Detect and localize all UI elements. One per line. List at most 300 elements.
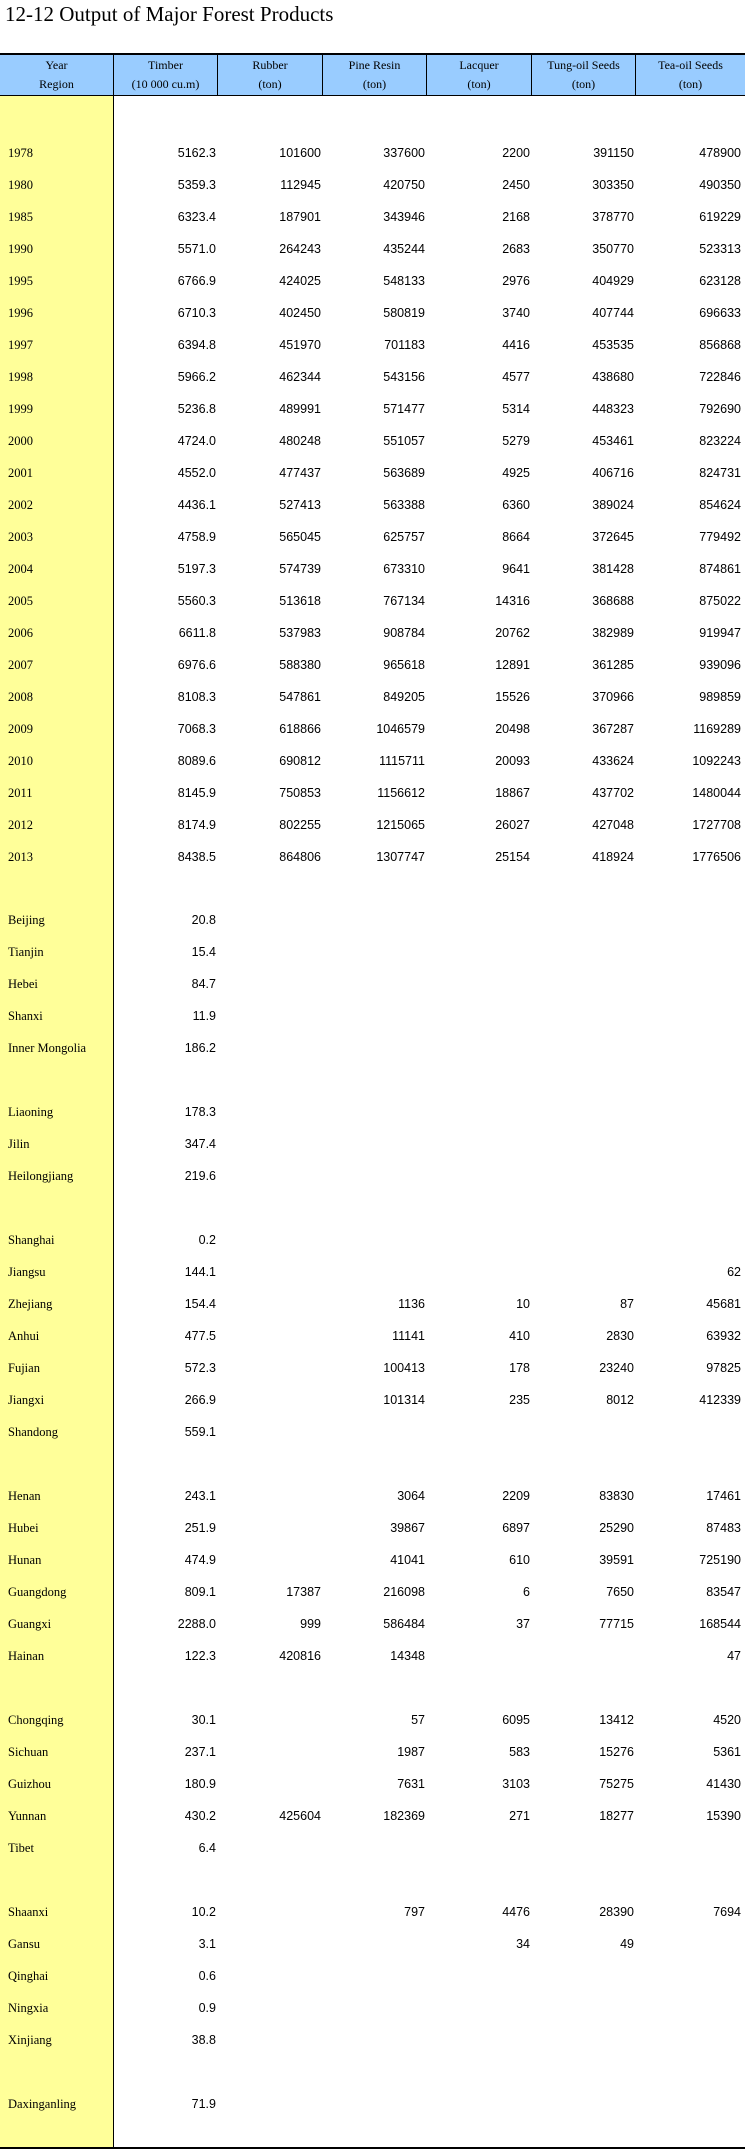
region-label: Shanxi xyxy=(8,1009,43,1023)
value-cell: 6897 xyxy=(502,1521,530,1535)
year-row xyxy=(0,655,745,675)
value-cell: 625757 xyxy=(383,530,425,544)
column-header-unit: (ton) xyxy=(467,77,491,91)
value-cell: 37 xyxy=(516,1617,530,1631)
value-cell: 1776506 xyxy=(692,850,741,864)
value-cell: 178.3 xyxy=(184,1105,216,1119)
value-cell: 565045 xyxy=(279,530,321,544)
value-cell: 939096 xyxy=(699,658,741,672)
value-cell: 2288.0 xyxy=(177,1617,216,1631)
value-cell: 18867 xyxy=(495,786,530,800)
value-cell: 15390 xyxy=(706,1809,741,1823)
value-cell: 15276 xyxy=(599,1745,634,1759)
value-cell: 378770 xyxy=(592,210,634,224)
value-cell: 478900 xyxy=(699,146,741,160)
value-cell: 122.3 xyxy=(184,1649,216,1663)
year-label: 2005 xyxy=(8,594,33,608)
value-cell: 2168 xyxy=(502,210,530,224)
value-cell: 6360 xyxy=(502,498,530,512)
region-row xyxy=(0,1998,745,2018)
value-cell: 750853 xyxy=(279,786,321,800)
value-cell: 8145.9 xyxy=(177,786,216,800)
year-label: 1980 xyxy=(8,178,33,192)
value-cell: 7631 xyxy=(397,1777,425,1791)
region-label: Inner Mongolia xyxy=(8,1041,87,1055)
region-label: Jiangxi xyxy=(8,1393,45,1407)
value-cell: 474.9 xyxy=(184,1553,216,1567)
value-cell: 97825 xyxy=(706,1361,741,1375)
value-cell: 10 xyxy=(516,1297,530,1311)
value-cell: 4758.9 xyxy=(177,530,216,544)
value-cell: 168544 xyxy=(699,1617,741,1631)
year-row xyxy=(0,207,745,227)
stub-header xyxy=(0,55,113,95)
region-row xyxy=(0,1838,745,1858)
value-cell: 563388 xyxy=(383,498,425,512)
value-cell: 792690 xyxy=(699,402,741,416)
value-cell: 350770 xyxy=(592,242,634,256)
value-cell: 41041 xyxy=(390,1553,425,1567)
column-header xyxy=(531,55,635,95)
value-cell: 874861 xyxy=(699,562,741,576)
year-row xyxy=(0,431,745,451)
value-cell: 548133 xyxy=(383,274,425,288)
value-cell: 527413 xyxy=(279,498,321,512)
value-cell: 424025 xyxy=(279,274,321,288)
value-cell: 17461 xyxy=(706,1489,741,1503)
value-cell: 1480044 xyxy=(692,786,741,800)
year-label: 2003 xyxy=(8,530,33,544)
column-header-unit: (10 000 cu.m) xyxy=(131,77,200,91)
value-cell: 38.8 xyxy=(191,2033,216,2047)
year-row xyxy=(0,623,745,643)
value-cell: 673310 xyxy=(383,562,425,576)
value-cell: 989859 xyxy=(699,690,741,704)
year-row xyxy=(0,175,745,195)
region-label: Tianjin xyxy=(8,945,44,959)
value-cell: 45681 xyxy=(706,1297,741,1311)
value-cell: 477.5 xyxy=(184,1329,216,1343)
value-cell: 8438.5 xyxy=(177,850,216,864)
value-cell: 402450 xyxy=(279,306,321,320)
value-cell: 1987 xyxy=(397,1745,425,1759)
region-label: Shandong xyxy=(8,1425,58,1439)
table-title: 12-12 Output of Major Forest Products xyxy=(5,2,334,26)
value-cell: 809.1 xyxy=(184,1585,216,1599)
value-cell: 425604 xyxy=(279,1809,321,1823)
value-cell: 12891 xyxy=(495,658,530,672)
year-label: 1996 xyxy=(8,306,33,320)
region-row xyxy=(0,1806,745,1826)
bottom-rule xyxy=(0,2147,745,2149)
value-cell: 2450 xyxy=(502,178,530,192)
value-cell: 1169289 xyxy=(693,722,741,736)
value-cell: 178 xyxy=(509,1361,530,1375)
value-cell: 5966.2 xyxy=(177,370,216,384)
value-cell: 14348 xyxy=(390,1649,425,1663)
year-row xyxy=(0,591,745,611)
value-cell: 5361 xyxy=(713,1745,741,1759)
value-cell: 8108.3 xyxy=(177,690,216,704)
value-cell: 563689 xyxy=(383,466,425,480)
value-cell: 551057 xyxy=(383,434,425,448)
value-cell: 6394.8 xyxy=(177,338,216,352)
year-label: 2010 xyxy=(8,754,33,768)
value-cell: 4476 xyxy=(502,1905,530,1919)
region-label: Ningxia xyxy=(8,2001,49,2015)
value-cell: 5197.3 xyxy=(177,562,216,576)
value-cell: 20093 xyxy=(495,754,530,768)
value-cell: 448323 xyxy=(592,402,634,416)
value-cell: 823224 xyxy=(699,434,741,448)
year-row xyxy=(0,463,745,483)
value-cell: 4416 xyxy=(502,338,530,352)
value-cell: 999 xyxy=(300,1617,321,1631)
value-cell: 610 xyxy=(509,1553,530,1567)
value-cell: 20762 xyxy=(495,626,530,640)
value-cell: 6710.3 xyxy=(177,306,216,320)
value-cell: 797 xyxy=(404,1905,425,1919)
column-header-name: Timber xyxy=(148,58,183,72)
value-cell: 4577 xyxy=(502,370,530,384)
value-cell: 6611.8 xyxy=(178,626,216,640)
value-cell: 41430 xyxy=(706,1777,741,1791)
value-cell: 343946 xyxy=(383,210,425,224)
value-cell: 10.2 xyxy=(191,1905,216,1919)
year-label: 2002 xyxy=(8,498,33,512)
value-cell: 4552.0 xyxy=(177,466,216,480)
year-label: 2007 xyxy=(8,658,33,672)
value-cell: 849205 xyxy=(383,690,425,704)
value-cell: 2830 xyxy=(606,1329,634,1343)
region-label: Hainan xyxy=(8,1649,45,1663)
value-cell: 0.6 xyxy=(198,1969,216,1983)
value-cell: 875022 xyxy=(699,594,741,608)
value-cell: 489991 xyxy=(279,402,321,416)
year-row xyxy=(0,687,745,707)
region-row xyxy=(0,942,745,962)
value-cell: 1156612 xyxy=(377,786,425,800)
year-row xyxy=(0,815,745,835)
stub-header-year: Year xyxy=(45,58,68,72)
column-header-name: Lacquer xyxy=(459,58,499,72)
value-cell: 182369 xyxy=(383,1809,425,1823)
value-cell: 580819 xyxy=(383,306,425,320)
value-cell: 2209 xyxy=(502,1489,530,1503)
value-cell: 547861 xyxy=(279,690,321,704)
value-cell: 4520 xyxy=(713,1713,741,1727)
region-label: Xinjiang xyxy=(8,2033,52,2047)
year-label: 1990 xyxy=(8,242,33,256)
region-label: Hubei xyxy=(8,1521,39,1535)
year-label: 2013 xyxy=(8,850,33,864)
region-label: Sichuan xyxy=(8,1745,49,1759)
value-cell: 696633 xyxy=(699,306,741,320)
value-cell: 3.1 xyxy=(198,1937,216,1951)
value-cell: 237.1 xyxy=(184,1745,216,1759)
value-cell: 477437 xyxy=(279,466,321,480)
value-cell: 39867 xyxy=(390,1521,425,1535)
region-row xyxy=(0,1102,745,1122)
value-cell: 6976.6 xyxy=(177,658,216,672)
region-row xyxy=(0,1294,745,1314)
year-row xyxy=(0,367,745,387)
value-cell: 2200 xyxy=(502,146,530,160)
value-cell: 101314 xyxy=(383,1393,425,1407)
year-label: 1998 xyxy=(8,370,33,384)
value-cell: 144.1 xyxy=(184,1265,216,1279)
year-row xyxy=(0,143,745,163)
region-row xyxy=(0,1166,745,1186)
region-label: Qinghai xyxy=(8,1969,49,1983)
value-cell: 6095 xyxy=(502,1713,530,1727)
value-cell: 100413 xyxy=(383,1361,425,1375)
value-cell: 537983 xyxy=(279,626,321,640)
value-cell: 235 xyxy=(509,1393,530,1407)
value-cell: 412339 xyxy=(699,1393,741,1407)
value-cell: 0.2 xyxy=(198,1233,216,1247)
column-header-name: Rubber xyxy=(252,58,288,72)
year-label: 2001 xyxy=(8,466,33,480)
value-cell: 87 xyxy=(620,1297,634,1311)
value-cell: 779492 xyxy=(699,530,741,544)
value-cell: 368688 xyxy=(592,594,634,608)
value-cell: 361285 xyxy=(592,658,634,672)
column-header-name: Pine Resin xyxy=(348,58,401,72)
value-cell: 438680 xyxy=(592,370,634,384)
value-cell: 372645 xyxy=(592,530,634,544)
value-cell: 919947 xyxy=(699,626,741,640)
value-cell: 571477 xyxy=(383,402,425,416)
year-label: 2000 xyxy=(8,434,33,448)
value-cell: 57 xyxy=(411,1713,425,1727)
value-cell: 62 xyxy=(727,1265,741,1279)
value-cell: 1046579 xyxy=(376,722,425,736)
value-cell: 908784 xyxy=(383,626,425,640)
value-cell: 9641 xyxy=(502,562,530,576)
year-label: 2006 xyxy=(8,626,33,640)
value-cell: 619229 xyxy=(699,210,741,224)
value-cell: 513618 xyxy=(279,594,321,608)
value-cell: 251.9 xyxy=(184,1521,216,1535)
region-row xyxy=(0,1550,745,1570)
value-cell: 7068.3 xyxy=(177,722,216,736)
region-row xyxy=(0,1326,745,1346)
region-row xyxy=(0,974,745,994)
value-cell: 523313 xyxy=(699,242,741,256)
region-label: Heilongjiang xyxy=(8,1169,74,1183)
value-cell: 965618 xyxy=(383,658,425,672)
column-header-name: Tea-oil Seeds xyxy=(658,58,723,72)
region-row xyxy=(0,1422,745,1442)
region-label: Hebei xyxy=(8,977,38,991)
value-cell: 25154 xyxy=(495,850,530,864)
region-label: Jilin xyxy=(8,1137,30,1151)
value-cell: 14316 xyxy=(495,594,530,608)
value-cell: 216098 xyxy=(383,1585,425,1599)
value-cell: 11141 xyxy=(392,1329,425,1343)
region-row xyxy=(0,910,745,930)
column-header-unit: (ton) xyxy=(362,77,387,91)
region-row xyxy=(0,1230,745,1250)
year-label: 2009 xyxy=(8,722,33,736)
value-cell: 7694 xyxy=(713,1905,741,1919)
year-row xyxy=(0,303,745,323)
value-cell: 71.9 xyxy=(191,2097,216,2111)
region-label: Guizhou xyxy=(8,1777,52,1791)
value-cell: 337600 xyxy=(383,146,425,160)
region-row xyxy=(0,1710,745,1730)
column-header xyxy=(635,55,745,95)
column-header xyxy=(113,55,217,95)
value-cell: 15.4 xyxy=(191,945,216,959)
value-cell: 722846 xyxy=(699,370,741,384)
region-row xyxy=(0,1614,745,1634)
value-cell: 389024 xyxy=(592,498,634,512)
value-cell: 406716 xyxy=(592,466,634,480)
value-cell: 49 xyxy=(620,1937,634,1951)
value-cell: 437702 xyxy=(592,786,634,800)
value-cell: 367287 xyxy=(592,722,634,736)
value-cell: 391150 xyxy=(593,146,634,160)
value-cell: 1307747 xyxy=(376,850,425,864)
value-cell: 3740 xyxy=(502,306,530,320)
value-cell: 18277 xyxy=(599,1809,634,1823)
value-cell: 1727708 xyxy=(692,818,741,832)
value-cell: 420750 xyxy=(383,178,425,192)
value-cell: 5279 xyxy=(502,434,530,448)
year-row xyxy=(0,847,745,867)
value-cell: 5560.3 xyxy=(177,594,216,608)
value-cell: 11.9 xyxy=(192,1009,216,1023)
value-cell: 264243 xyxy=(279,242,321,256)
value-cell: 572.3 xyxy=(184,1361,216,1375)
value-cell: 854624 xyxy=(699,498,741,512)
value-cell: 20498 xyxy=(495,722,530,736)
value-cell: 453535 xyxy=(592,338,634,352)
region-row xyxy=(0,1038,745,1058)
year-row xyxy=(0,527,745,547)
region-row xyxy=(0,1774,745,1794)
column-header-unit: (ton) xyxy=(678,77,703,91)
value-cell: 5359.3 xyxy=(177,178,216,192)
table-header xyxy=(0,53,745,96)
year-row xyxy=(0,751,745,771)
value-cell: 6323.4 xyxy=(177,210,216,224)
value-cell: 8174.9 xyxy=(177,818,216,832)
year-label: 2004 xyxy=(8,562,33,576)
stub-header-region: Region xyxy=(39,77,74,91)
value-cell: 39591 xyxy=(599,1553,634,1567)
year-label: 1997 xyxy=(8,338,33,352)
value-cell: 370966 xyxy=(592,690,634,704)
value-cell: 420816 xyxy=(279,1649,321,1663)
value-cell: 47 xyxy=(727,1649,741,1663)
value-cell: 6 xyxy=(523,1585,530,1599)
value-cell: 8012 xyxy=(606,1393,634,1407)
value-cell: 856868 xyxy=(699,338,741,352)
value-cell: 83547 xyxy=(706,1585,741,1599)
year-row xyxy=(0,783,745,803)
value-cell: 63932 xyxy=(706,1329,741,1343)
year-row xyxy=(0,239,745,259)
value-cell: 83830 xyxy=(599,1489,634,1503)
column-header xyxy=(217,55,322,95)
region-label: Anhui xyxy=(8,1329,40,1343)
region-label: Gansu xyxy=(8,1937,40,1951)
value-cell: 243.1 xyxy=(184,1489,216,1503)
year-row xyxy=(0,399,745,419)
region-row xyxy=(0,1390,745,1410)
value-cell: 1092243 xyxy=(692,754,741,768)
value-cell: 543156 xyxy=(383,370,425,384)
region-row xyxy=(0,2030,745,2050)
year-label: 1995 xyxy=(8,274,33,288)
column-header xyxy=(322,55,426,95)
value-cell: 187901 xyxy=(279,210,321,224)
value-cell: 8664 xyxy=(502,530,530,544)
value-cell: 30.1 xyxy=(191,1713,216,1727)
year-label: 2008 xyxy=(8,690,33,704)
value-cell: 15526 xyxy=(495,690,530,704)
value-cell: 347.4 xyxy=(184,1137,216,1151)
value-cell: 583 xyxy=(509,1745,530,1759)
value-cell: 586484 xyxy=(383,1617,425,1631)
value-cell: 4436.1 xyxy=(177,498,216,512)
value-cell: 435244 xyxy=(383,242,425,256)
value-cell: 219.6 xyxy=(184,1169,216,1183)
value-cell: 3064 xyxy=(397,1489,425,1503)
region-row xyxy=(0,1134,745,1154)
region-row xyxy=(0,1518,745,1538)
year-row xyxy=(0,335,745,355)
value-cell: 404929 xyxy=(592,274,634,288)
value-cell: 20.8 xyxy=(191,913,216,927)
value-cell: 1136 xyxy=(398,1297,425,1311)
year-label: 1985 xyxy=(8,210,33,224)
value-cell: 13412 xyxy=(599,1713,634,1727)
value-cell: 6766.9 xyxy=(177,274,216,288)
value-cell: 381428 xyxy=(592,562,634,576)
region-row xyxy=(0,1262,745,1282)
value-cell: 725190 xyxy=(699,1553,741,1567)
region-row xyxy=(0,1966,745,1986)
region-label: Beijing xyxy=(8,913,45,927)
value-cell: 490350 xyxy=(699,178,741,192)
value-cell: 28390 xyxy=(599,1905,634,1919)
value-cell: 5571.0 xyxy=(177,242,216,256)
value-cell: 1215065 xyxy=(376,818,425,832)
year-label: 2011 xyxy=(8,786,33,800)
value-cell: 618866 xyxy=(279,722,321,736)
year-row xyxy=(0,559,745,579)
value-cell: 87483 xyxy=(706,1521,741,1535)
value-cell: 6.4 xyxy=(198,1841,216,1855)
column-header-unit: (ton) xyxy=(571,77,596,91)
value-cell: 480248 xyxy=(279,434,321,448)
year-label: 2012 xyxy=(8,818,33,832)
region-label: Guangxi xyxy=(8,1617,52,1631)
value-cell: 430.2 xyxy=(184,1809,216,1823)
value-cell: 5314 xyxy=(502,402,530,416)
value-cell: 7650 xyxy=(606,1585,634,1599)
region-label: Chongqing xyxy=(8,1713,64,1727)
value-cell: 453461 xyxy=(592,434,634,448)
region-label: Henan xyxy=(8,1489,41,1503)
value-cell: 271 xyxy=(509,1809,530,1823)
region-row xyxy=(0,1646,745,1666)
value-cell: 75275 xyxy=(599,1777,634,1791)
